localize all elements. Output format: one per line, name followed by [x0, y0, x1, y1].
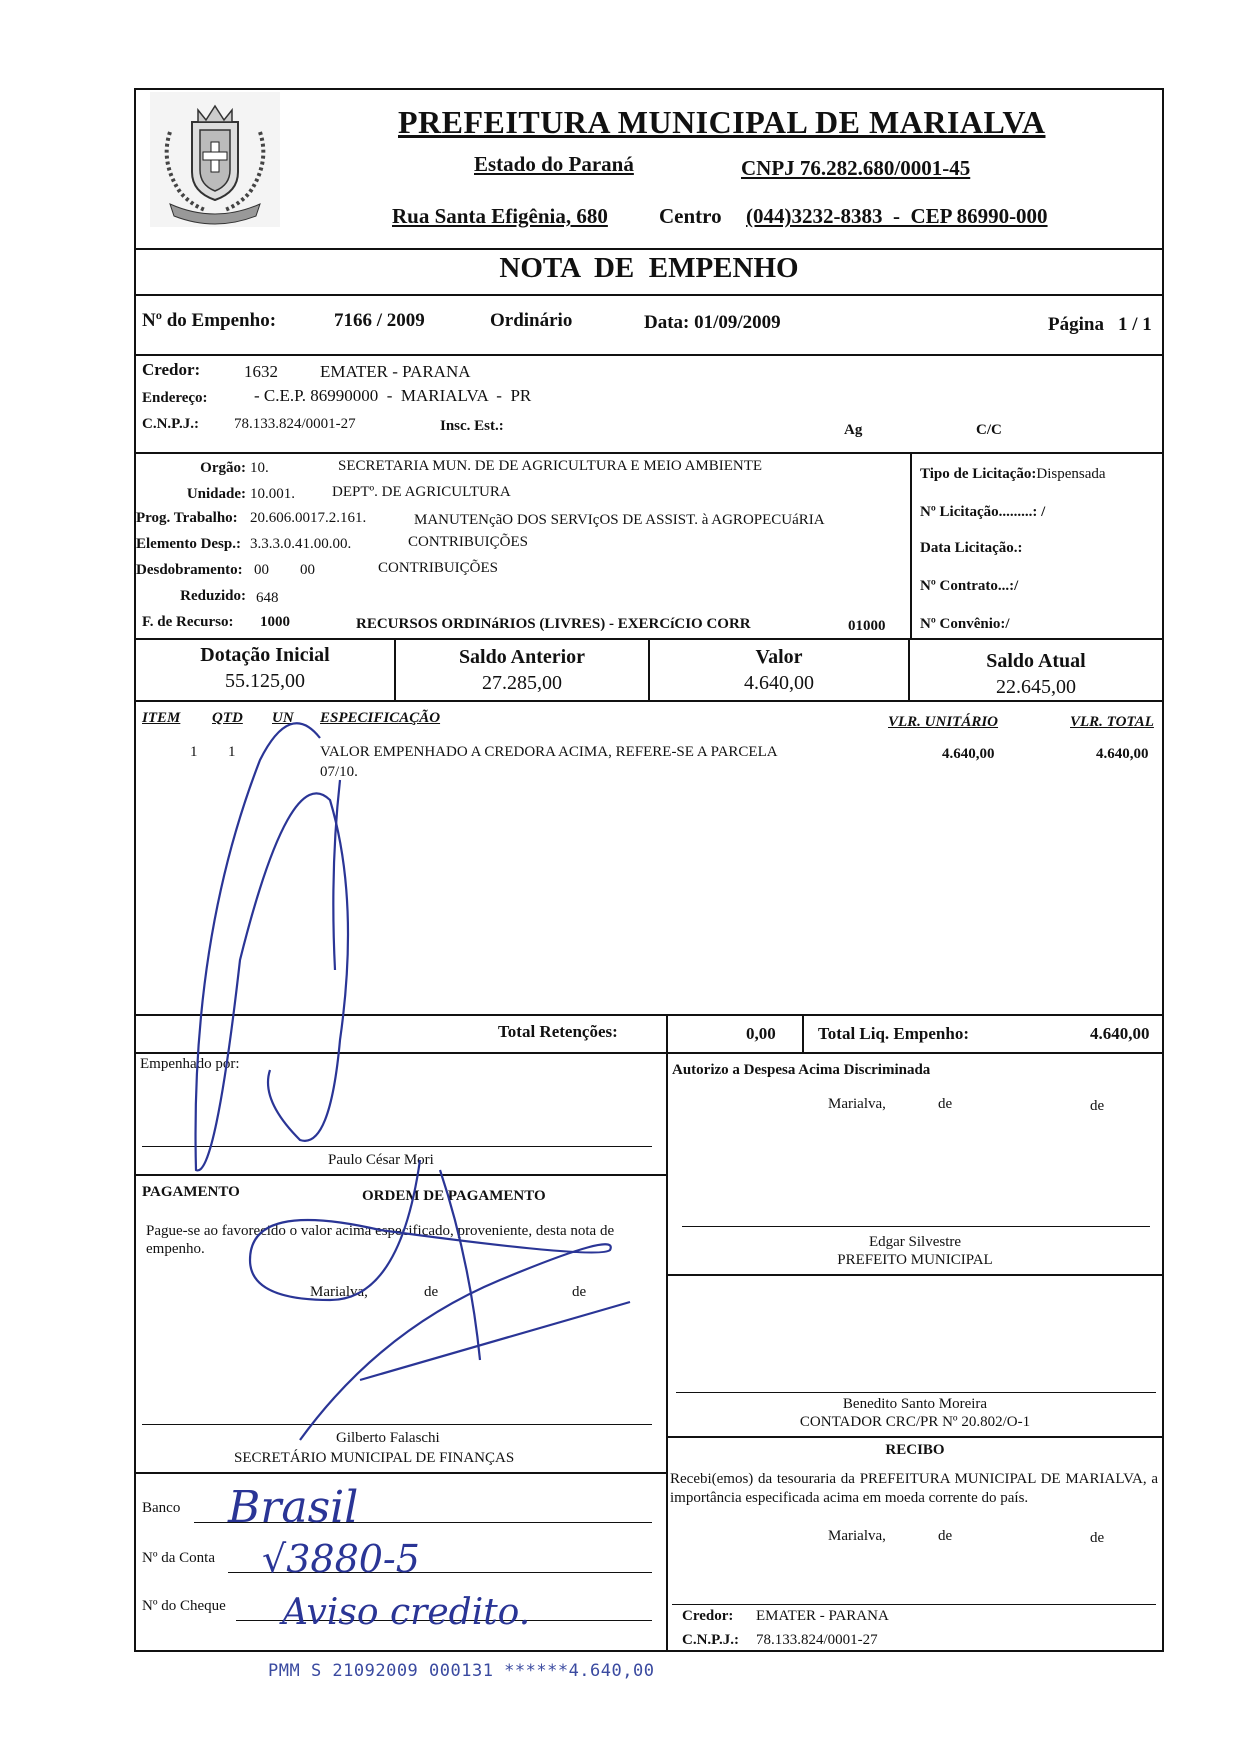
dotacao-inicial-value: 55.125,00 — [225, 670, 305, 692]
saldo-anterior-value: 27.285,00 — [482, 672, 562, 694]
empenho-label: Nº do Empenho: — [142, 310, 277, 331]
valor-value: 4.640,00 — [744, 672, 814, 694]
elemento-label: Elemento Desp.: — [136, 536, 241, 552]
col-qtd: QTD — [212, 710, 243, 726]
col-especificacao: ESPECIFICAÇÃO — [320, 710, 441, 726]
desdobramento-label: Desdobramento: — [136, 562, 243, 578]
recibo-cnpj-value: 78.133.824/0001-27 — [756, 1632, 878, 1648]
endereco-label: Endereço: — [142, 390, 208, 406]
item-especificacao-line1: VALOR EMPENHADO A CREDORA ACIMA, REFERE-SE A PARCELA — [320, 744, 778, 760]
banco-handwritten: Brasil — [228, 1482, 359, 1533]
total-liq-value: 4.640,00 — [1090, 1024, 1150, 1043]
district: Centro — [659, 204, 722, 228]
prog-label: Prog. Trabalho: — [136, 510, 238, 526]
total-retencoes-value: 0,00 — [746, 1024, 776, 1043]
address: Rua Santa Efigênia, 680 — [392, 204, 608, 228]
orgao-code: 10. — [250, 460, 269, 476]
phone-cep: (044)3232-8383 - CEP 86990-000 — [746, 204, 1048, 228]
col-vlr-unitario: VLR. UNITÁRIO — [888, 714, 999, 730]
empenho-date: Data: 01/09/2009 — [644, 312, 781, 333]
total-liq-label: Total Liq. Empenho: — [818, 1024, 969, 1043]
contador-name: Benedito Santo Moreira — [842, 1396, 988, 1412]
desdobramento-code2: 00 — [300, 562, 315, 578]
item-vlr-unitario: 4.640,00 — [942, 746, 995, 762]
item-especificacao-line2: 07/10. — [320, 764, 358, 780]
recibo-de2: de — [1090, 1530, 1105, 1546]
banco-label: Banco — [142, 1500, 181, 1516]
recibo-credor-label: Credor: — [682, 1608, 734, 1624]
credor-code: 1632 — [244, 362, 278, 381]
ordem-pagamento-label: ORDEM DE PAGAMENTO — [362, 1188, 546, 1204]
recurso-code: 1000 — [260, 614, 290, 630]
secretario-role: SECRETÁRIO MUNICIPAL DE FINANÇAS — [234, 1450, 515, 1466]
nota-de-empenho-form — [134, 88, 1164, 1652]
recurso-label: F. de Recurso: — [142, 614, 234, 630]
saldo-atual-label: Saldo Atual — [986, 650, 1086, 672]
recurso-code2: 01000 — [848, 618, 886, 634]
item-qtd: 1 — [228, 744, 236, 760]
doc-title: NOTA DE EMPENHO — [499, 252, 799, 284]
col-item: ITEM — [142, 710, 181, 726]
page-number: 1 / 1 — [1118, 314, 1152, 335]
prefeito-role: PREFEITO MUNICIPAL — [837, 1252, 993, 1268]
credor-cnpj: 78.133.824/0001-27 — [234, 416, 356, 432]
col-vlr-total: VLR. TOTAL — [1070, 714, 1154, 730]
pagamento-de1: de — [424, 1284, 439, 1300]
autorizo-label: Autorizo a Despesa Acima Discriminada — [672, 1062, 931, 1078]
pagamento-text: Pague-se ao favorecido o valor acima especificado, proveniente, desta nota de empenho. — [146, 1223, 615, 1257]
saldo-anterior-label: Saldo Anterior — [458, 646, 586, 668]
reduzido-label: Reduzido: — [180, 588, 246, 604]
empenho-type: Ordinário — [490, 310, 573, 331]
credor-name: EMATER - PARANA — [320, 362, 471, 381]
recibo-title: RECIBO — [885, 1442, 945, 1458]
cheque-label: Nº do Cheque — [142, 1598, 226, 1614]
numero-contrato: Nº Contrato...:/ — [920, 578, 1019, 594]
credor-label: Credor: — [142, 360, 201, 379]
orgao-label: Orgão: — [200, 460, 246, 476]
page-label: Página — [1048, 314, 1104, 335]
desdobramento-name: CONTRIBUIÇÕES — [378, 560, 499, 576]
tipo-licitacao-label: Tipo de Licitação:Dispensada — [920, 466, 1106, 482]
desdobramento-code1: 00 — [254, 562, 269, 578]
pagamento-place: Marialva, — [310, 1284, 368, 1300]
recibo-place: Marialva, — [828, 1528, 886, 1544]
conta-label: Nº da Conta — [142, 1550, 215, 1566]
cheque-handwritten: Aviso credito. — [282, 1592, 531, 1633]
pagamento-label: PAGAMENTO — [142, 1184, 240, 1200]
autorizo-de1: de — [938, 1096, 953, 1112]
prefeito-name: Edgar Silvestre — [868, 1234, 962, 1250]
coat-of-arms-icon — [150, 92, 280, 227]
dotacao-inicial-label: Dotação Inicial — [200, 644, 330, 666]
ag-label: Ag — [844, 422, 863, 438]
state-label: Estado do Paraná — [474, 152, 634, 176]
prog-code: 20.606.0017.2.161. — [250, 510, 367, 526]
recibo-text: Recebi(emos) da tesouraria da PREFEITURA MUNICIPAL DE MARIALVA, a importância especificada acima em moeda corrente do país. — [670, 1471, 1158, 1506]
orgao-name: SECRETARIA MUN. DE DE AGRICULTURA E MEIO AMBIENTE — [338, 458, 763, 474]
prefeitura-title: PREFEITURA MUNICIPAL DE MARIALVA — [398, 104, 1046, 140]
autorizo-de2: de — [1090, 1098, 1105, 1114]
elemento-name: CONTRIBUIÇÕES — [408, 534, 529, 550]
empenhado-por-name: Paulo César Mori — [328, 1152, 434, 1168]
item-number: 1 — [190, 744, 198, 760]
prog-name: MANUTENçãO DOS SERVIçOS DE ASSIST. à AGROPECUáRIA — [414, 512, 825, 528]
unidade-name: DEPTº. DE AGRICULTURA — [332, 484, 511, 500]
secretario-name: Gilberto Falaschi — [336, 1430, 440, 1446]
autorizo-place: Marialva, — [828, 1096, 886, 1112]
valor-label: Valor — [755, 646, 803, 668]
col-un: UN — [272, 710, 294, 726]
cc-label: C/C — [976, 422, 1002, 438]
total-retencoes-label: Total Retenções: — [498, 1022, 618, 1041]
contador-role: CONTADOR CRC/PR Nº 20.802/O-1 — [799, 1414, 1031, 1430]
endereco-value: - C.E.P. 86990000 - MARIALVA - PR — [254, 386, 532, 405]
numero-licitacao: Nº Licitação.........: / — [920, 504, 1046, 520]
recurso-name: RECURSOS ORDINáRIOS (LIVRES) - EXERCíCIO CORR — [356, 616, 751, 632]
data-licitacao: Data Licitação.: — [920, 540, 1023, 556]
payment-stamp: PMM S 21092009 000131 ******4.640,00 — [268, 1661, 655, 1681]
pagamento-de2: de — [572, 1284, 587, 1300]
empenhado-por-label: Empenhado por: — [140, 1056, 240, 1072]
empenho-number: 7166 / 2009 — [334, 310, 425, 331]
saldo-atual-value: 22.645,00 — [996, 676, 1076, 698]
cnpj-label: C.N.P.J.: — [142, 416, 199, 432]
item-vlr-total: 4.640,00 — [1096, 746, 1149, 762]
numero-convenio: Nº Convênio:/ — [920, 616, 1010, 632]
elemento-code: 3.3.3.0.41.00.00. — [250, 536, 352, 552]
conta-handwritten: √3880-5 — [262, 1537, 420, 1581]
recibo-cnpj-label: C.N.P.J.: — [682, 1632, 739, 1648]
recibo-credor-name: EMATER - PARANA — [756, 1608, 889, 1624]
reduzido-value: 648 — [256, 590, 279, 606]
insc-est-label: Insc. Est.: — [440, 418, 504, 434]
prefeitura-cnpj: CNPJ 76.282.680/0001-45 — [741, 156, 971, 180]
unidade-label: Unidade: — [186, 486, 246, 502]
unidade-code: 10.001. — [250, 486, 295, 502]
recibo-de1: de — [938, 1528, 953, 1544]
